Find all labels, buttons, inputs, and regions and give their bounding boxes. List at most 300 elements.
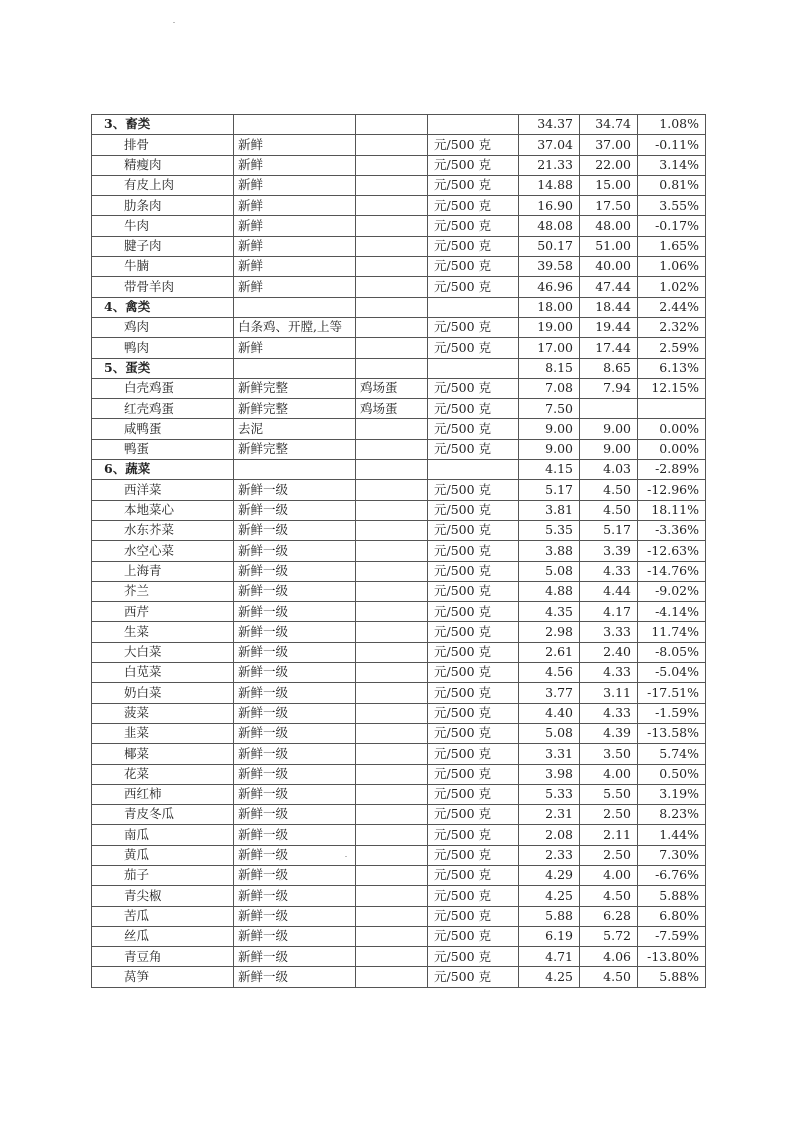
item-spec: 新鲜一级 [234,703,356,723]
item-current-price: 48.08 [519,216,580,236]
table-row [92,419,706,439]
item-previous-price: 3.11 [580,683,638,703]
table-row [92,926,706,946]
item-note [356,723,428,743]
item-note [356,317,428,337]
item-previous-price: 48.00 [580,216,638,236]
item-current-price: 5.33 [519,784,580,804]
item-change-percent: 3.19% [638,784,706,804]
table-row [92,663,706,683]
item-unit: 元/500 克 [428,317,519,337]
item-note [356,500,428,520]
item-note [356,541,428,561]
item-current-price: 7.50 [519,399,580,419]
item-note [356,865,428,885]
section-previous-price: 4.03 [580,460,638,480]
item-spec: 新鲜完整 [234,439,356,459]
item-change-percent: -9.02% [638,581,706,601]
item-name: 丝瓜 [92,926,234,946]
section-change-percent: 6.13% [638,358,706,378]
item-current-price: 3.77 [519,683,580,703]
table-row [92,175,706,195]
item-name: 莴笋 [92,967,234,987]
note-cell [356,297,428,317]
item-previous-price: 9.00 [580,419,638,439]
item-change-percent: 6.80% [638,906,706,926]
item-note [356,906,428,926]
item-spec: 新鲜一级 [234,622,356,642]
item-spec: 新鲜一级 [234,520,356,540]
table-row [92,825,706,845]
item-spec: 去泥 [234,419,356,439]
item-spec: 新鲜一级 [234,723,356,743]
item-name: 白壳鸡蛋 [92,378,234,398]
item-change-percent: -13.58% [638,723,706,743]
item-name: 排骨 [92,135,234,155]
table-row [92,277,706,297]
item-note [356,155,428,175]
item-previous-price: 4.33 [580,703,638,723]
item-current-price: 5.17 [519,480,580,500]
item-name: 牛腩 [92,257,234,277]
item-note [356,825,428,845]
section-title: 6、蔬菜 [92,460,234,480]
item-name: 有皮上肉 [92,175,234,195]
item-previous-price: 51.00 [580,236,638,256]
item-spec: 新鲜一级 [234,602,356,622]
item-name: 精瘦肉 [92,155,234,175]
item-spec: 新鲜 [234,216,356,236]
item-unit: 元/500 克 [428,236,519,256]
item-unit: 元/500 克 [428,419,519,439]
item-current-price: 46.96 [519,277,580,297]
item-note [356,257,428,277]
section-change-percent: 1.08% [638,115,706,135]
table-row [92,865,706,885]
item-previous-price: 2.50 [580,845,638,865]
item-note: 鸡场蛋 [356,378,428,398]
item-change-percent: 0.81% [638,175,706,195]
table-row [92,338,706,358]
item-name: 花菜 [92,764,234,784]
item-unit: 元/500 克 [428,257,519,277]
item-change-percent: 5.88% [638,967,706,987]
item-unit: 元/500 克 [428,926,519,946]
item-unit: 元/500 克 [428,723,519,743]
item-change-percent: 3.14% [638,155,706,175]
item-previous-price: 4.50 [580,886,638,906]
item-note [356,419,428,439]
item-previous-price: 4.50 [580,480,638,500]
item-name: 黄瓜 [92,845,234,865]
item-unit: 元/500 克 [428,622,519,642]
item-current-price: 14.88 [519,175,580,195]
section-row [92,460,706,480]
table-row [92,561,706,581]
item-current-price: 4.88 [519,581,580,601]
price-table-body [92,115,706,988]
item-note [356,135,428,155]
item-change-percent: -0.11% [638,135,706,155]
item-change-percent: 12.15% [638,378,706,398]
item-note [356,520,428,540]
item-spec: 新鲜 [234,277,356,297]
item-name: 西洋菜 [92,480,234,500]
table-row [92,642,706,662]
item-previous-price: 4.33 [580,663,638,683]
section-previous-price: 8.65 [580,358,638,378]
item-unit: 元/500 克 [428,520,519,540]
item-spec: 新鲜 [234,196,356,216]
table-row [92,581,706,601]
item-change-percent: 7.30% [638,845,706,865]
item-current-price: 4.25 [519,967,580,987]
section-current-price: 34.37 [519,115,580,135]
item-previous-price: 3.33 [580,622,638,642]
table-row [92,520,706,540]
item-note [356,236,428,256]
item-change-percent: 2.32% [638,317,706,337]
item-note [356,947,428,967]
item-change-percent: 1.06% [638,257,706,277]
item-change-percent: -12.96% [638,480,706,500]
item-previous-price: 4.00 [580,764,638,784]
item-current-price: 2.33 [519,845,580,865]
item-current-price: 5.88 [519,906,580,926]
item-current-price: 7.08 [519,378,580,398]
item-current-price: 19.00 [519,317,580,337]
item-note [356,561,428,581]
item-note [356,439,428,459]
item-note [356,703,428,723]
item-spec: 新鲜一级 [234,805,356,825]
table-row [92,135,706,155]
table-row [92,906,706,926]
item-unit: 元/500 克 [428,947,519,967]
item-change-percent: -1.59% [638,703,706,723]
item-previous-price: 4.50 [580,967,638,987]
item-spec: 新鲜完整 [234,378,356,398]
item-previous-price: 22.00 [580,155,638,175]
item-name: 红壳鸡蛋 [92,399,234,419]
item-change-percent: -13.80% [638,947,706,967]
item-current-price: 3.88 [519,541,580,561]
item-unit: 元/500 克 [428,602,519,622]
item-change-percent: 5.74% [638,744,706,764]
item-note [356,480,428,500]
item-note [356,622,428,642]
item-note [356,886,428,906]
item-spec: 新鲜一级 [234,581,356,601]
item-name: 牛肉 [92,216,234,236]
item-previous-price: 2.50 [580,805,638,825]
item-name: 肋条肉 [92,196,234,216]
item-unit: 元/500 克 [428,277,519,297]
item-unit: 元/500 克 [428,764,519,784]
item-unit: 元/500 克 [428,967,519,987]
item-spec: 新鲜 [234,236,356,256]
item-change-percent [638,399,706,419]
section-row [92,297,706,317]
table-row [92,784,706,804]
item-change-percent: -8.05% [638,642,706,662]
item-change-percent: 0.50% [638,764,706,784]
item-unit: 元/500 克 [428,216,519,236]
item-spec: 新鲜 [234,135,356,155]
section-title: 3、畜类 [92,115,234,135]
item-change-percent: -14.76% [638,561,706,581]
table-row [92,845,706,865]
section-previous-price: 18.44 [580,297,638,317]
item-name: 水东芥菜 [92,520,234,540]
item-change-percent: -17.51% [638,683,706,703]
unit-cell [428,358,519,378]
item-change-percent: -3.36% [638,520,706,540]
item-note [356,845,428,865]
item-note [356,216,428,236]
item-note [356,764,428,784]
item-previous-price: 4.44 [580,581,638,601]
item-previous-price: 4.06 [580,947,638,967]
item-spec: 新鲜一级 [234,865,356,885]
item-current-price: 16.90 [519,196,580,216]
item-name: 腱子肉 [92,236,234,256]
item-change-percent: 2.59% [638,338,706,358]
unit-cell [428,115,519,135]
item-previous-price: 37.00 [580,135,638,155]
item-previous-price: 6.28 [580,906,638,926]
section-change-percent: -2.89% [638,460,706,480]
item-note [356,967,428,987]
item-spec: 新鲜一级 [234,744,356,764]
item-unit: 元/500 克 [428,906,519,926]
item-name: 水空心菜 [92,541,234,561]
item-change-percent: -12.63% [638,541,706,561]
item-unit: 元/500 克 [428,135,519,155]
item-previous-price: 2.40 [580,642,638,662]
item-change-percent: -5.04% [638,663,706,683]
item-current-price: 4.29 [519,865,580,885]
item-note: 鸡场蛋 [356,399,428,419]
item-note [356,805,428,825]
item-previous-price: 9.00 [580,439,638,459]
item-unit: 元/500 克 [428,541,519,561]
item-name: 南瓜 [92,825,234,845]
table-row [92,703,706,723]
item-current-price: 5.08 [519,723,580,743]
table-row [92,317,706,337]
item-change-percent: 18.11% [638,500,706,520]
item-note [356,338,428,358]
item-name: 带骨羊肉 [92,277,234,297]
item-unit: 元/500 克 [428,663,519,683]
item-spec: 新鲜一级 [234,663,356,683]
item-unit: 元/500 克 [428,845,519,865]
item-unit: 元/500 克 [428,784,519,804]
item-note [356,602,428,622]
item-name: 菠菜 [92,703,234,723]
item-current-price: 9.00 [519,419,580,439]
item-current-price: 3.81 [519,500,580,520]
item-unit: 元/500 克 [428,642,519,662]
item-name: 大白菜 [92,642,234,662]
item-unit: 元/500 克 [428,886,519,906]
item-spec: 白条鸡、开膛,上等 [234,317,356,337]
item-spec: 新鲜 [234,257,356,277]
item-current-price: 9.00 [519,439,580,459]
item-current-price: 50.17 [519,236,580,256]
item-note [356,663,428,683]
item-spec: 新鲜一级 [234,642,356,662]
item-unit: 元/500 克 [428,703,519,723]
table-row [92,683,706,703]
item-name: 奶白菜 [92,683,234,703]
item-change-percent: -4.14% [638,602,706,622]
item-previous-price: 47.44 [580,277,638,297]
item-previous-price: 40.00 [580,257,638,277]
spec-cell [234,358,356,378]
item-unit: 元/500 克 [428,175,519,195]
item-current-price: 2.31 [519,805,580,825]
item-unit: 元/500 克 [428,439,519,459]
item-previous-price: 2.11 [580,825,638,845]
item-spec: 新鲜完整 [234,399,356,419]
item-name: 本地菜心 [92,500,234,520]
item-change-percent: 5.88% [638,886,706,906]
item-previous-price: 7.94 [580,378,638,398]
item-current-price: 4.40 [519,703,580,723]
item-spec: 新鲜一级 [234,683,356,703]
item-change-percent: 1.02% [638,277,706,297]
item-current-price: 5.35 [519,520,580,540]
item-name: 青皮冬瓜 [92,805,234,825]
item-spec: 新鲜一级 [234,845,356,865]
item-spec: 新鲜一级 [234,947,356,967]
table-row [92,947,706,967]
item-change-percent: -6.76% [638,865,706,885]
section-row [92,115,706,135]
item-unit: 元/500 克 [428,825,519,845]
spec-cell [234,115,356,135]
table-row [92,480,706,500]
spec-cell [234,297,356,317]
item-current-price: 4.25 [519,886,580,906]
item-unit: 元/500 克 [428,805,519,825]
item-previous-price: 3.50 [580,744,638,764]
item-name: 椰菜 [92,744,234,764]
item-unit: 元/500 克 [428,196,519,216]
item-note [356,642,428,662]
item-current-price: 39.58 [519,257,580,277]
item-previous-price: 5.50 [580,784,638,804]
item-current-price: 37.04 [519,135,580,155]
table-row [92,196,706,216]
item-previous-price [580,399,638,419]
item-current-price: 4.71 [519,947,580,967]
item-name: 西红柿 [92,784,234,804]
item-previous-price: 17.44 [580,338,638,358]
item-current-price: 2.61 [519,642,580,662]
item-unit: 元/500 克 [428,865,519,885]
table-row [92,602,706,622]
item-unit: 元/500 克 [428,480,519,500]
table-row [92,236,706,256]
item-spec: 新鲜一级 [234,561,356,581]
item-change-percent: -0.17% [638,216,706,236]
item-previous-price: 5.72 [580,926,638,946]
table-row [92,257,706,277]
item-change-percent: 0.00% [638,439,706,459]
item-unit: 元/500 克 [428,378,519,398]
scan-speck [173,22,175,23]
note-cell [356,358,428,378]
price-table [91,114,706,988]
item-name: 青豆角 [92,947,234,967]
item-change-percent: 1.44% [638,825,706,845]
item-unit: 元/500 克 [428,338,519,358]
item-name: 鸭蛋 [92,439,234,459]
item-spec: 新鲜一级 [234,541,356,561]
item-name: 茄子 [92,865,234,885]
section-previous-price: 34.74 [580,115,638,135]
section-change-percent: 2.44% [638,297,706,317]
item-spec: 新鲜 [234,175,356,195]
table-row [92,439,706,459]
item-current-price: 2.98 [519,622,580,642]
item-spec: 新鲜一级 [234,886,356,906]
item-unit: 元/500 克 [428,155,519,175]
table-row [92,622,706,642]
item-spec: 新鲜一级 [234,967,356,987]
item-name: 生菜 [92,622,234,642]
section-title: 4、禽类 [92,297,234,317]
item-current-price: 3.31 [519,744,580,764]
table-row [92,155,706,175]
item-name: 白苋菜 [92,663,234,683]
item-change-percent: 8.23% [638,805,706,825]
item-previous-price: 4.39 [580,723,638,743]
item-unit: 元/500 克 [428,561,519,581]
item-note [356,784,428,804]
note-cell [356,460,428,480]
item-spec: 新鲜一级 [234,906,356,926]
item-unit: 元/500 克 [428,399,519,419]
item-name: 苦瓜 [92,906,234,926]
item-previous-price: 5.17 [580,520,638,540]
item-previous-price: 4.17 [580,602,638,622]
item-change-percent: 11.74% [638,622,706,642]
section-row [92,358,706,378]
item-name: 青尖椒 [92,886,234,906]
item-change-percent: 1.65% [638,236,706,256]
item-previous-price: 3.39 [580,541,638,561]
item-unit: 元/500 克 [428,744,519,764]
item-current-price: 4.56 [519,663,580,683]
item-current-price: 17.00 [519,338,580,358]
item-previous-price: 4.33 [580,561,638,581]
section-title: 5、蛋类 [92,358,234,378]
item-name: 西芹 [92,602,234,622]
item-previous-price: 19.44 [580,317,638,337]
item-previous-price: 17.50 [580,196,638,216]
item-current-price: 5.08 [519,561,580,581]
item-unit: 元/500 克 [428,581,519,601]
item-note [356,175,428,195]
spec-cell [234,460,356,480]
table-row [92,967,706,987]
item-spec: 新鲜一级 [234,480,356,500]
item-change-percent: 3.55% [638,196,706,216]
